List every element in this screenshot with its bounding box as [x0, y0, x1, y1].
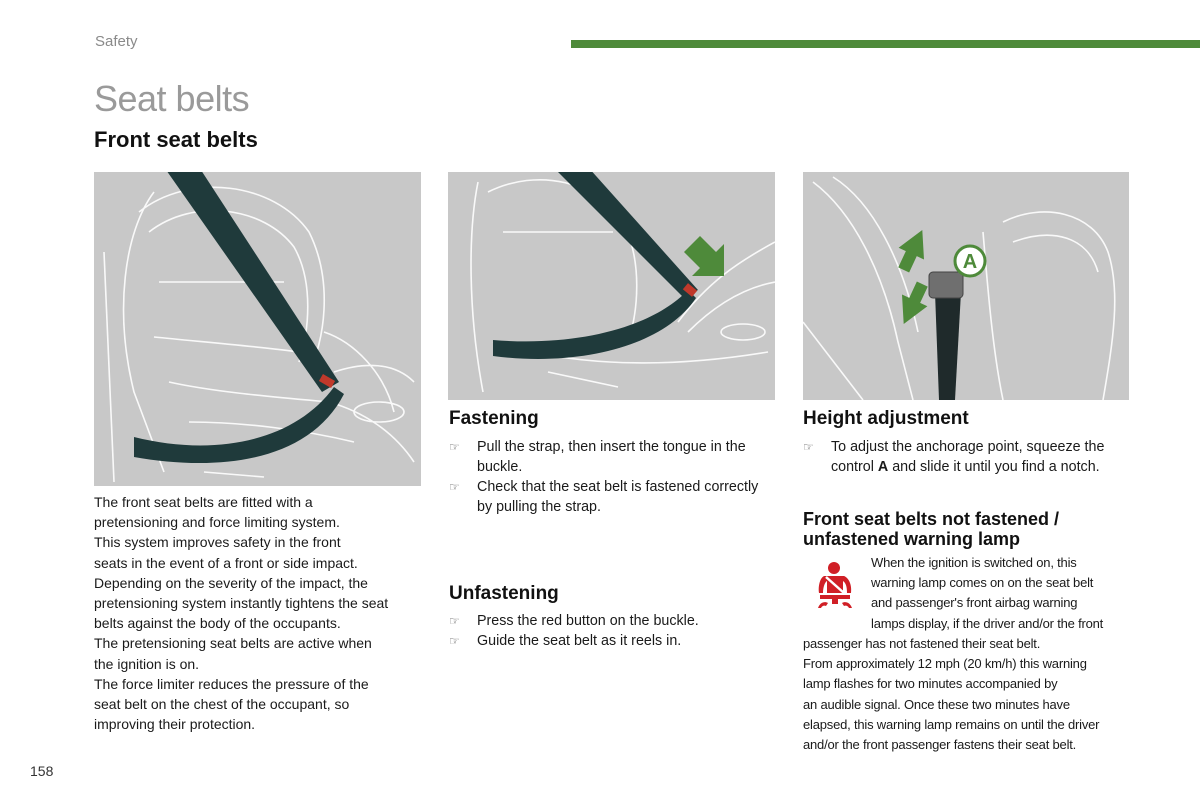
intro-line: pretensioning and force limiting system.	[94, 514, 340, 531]
page-title: Seat belts	[94, 78, 250, 119]
intro-line: This system improves safety in the front	[94, 534, 341, 551]
intro-line: The pretensioning seat belts are active when	[94, 635, 372, 652]
intro-line: improving their protection.	[94, 716, 256, 733]
fastening-illustration	[448, 172, 775, 400]
page-number: 158	[30, 763, 54, 779]
intro-text	[94, 492, 429, 734]
intro-line: seat belt on the chest of the occupant, so	[94, 696, 350, 713]
intro-line: belts against the body of the occupants.	[94, 615, 341, 632]
unfastening-list	[449, 611, 774, 651]
intro-line: Depending on the severity of the impact, the	[94, 574, 368, 591]
intro-line: The front seat belts are fitted with a	[94, 494, 313, 510]
height-adjustment-heading: Height adjustment	[803, 408, 969, 429]
control-a-label: A	[962, 251, 978, 273]
section-label: Safety	[95, 33, 138, 50]
pointing-hand-icon: ☞	[803, 440, 814, 454]
list-item: ☞ Check that the seat belt is fastened correctly by pulling the strap.	[449, 479, 759, 515]
warning-text-beside-icon: When the ignition is switched on, this warning lamp comes on on the seat belt and passenger's front airbag warning lamps display, if the driver and/or the front	[871, 555, 1104, 631]
intro-line: pretensioning system instantly tightens the seat	[94, 595, 389, 612]
control-a-ref: A	[877, 459, 889, 475]
accent-bar	[571, 40, 1200, 48]
fastening-heading: Fastening	[449, 408, 539, 429]
pointing-hand-icon: ☞	[449, 480, 460, 494]
seat-belt-illustration	[94, 172, 421, 486]
height-adjustment-illustration	[803, 172, 1129, 400]
seat-belt-warning-icon	[810, 560, 860, 612]
warning-heading: Front seat belts not fastened / unfastened warning lamp	[803, 509, 1060, 549]
page-subtitle: Front seat belts	[94, 127, 258, 152]
list-item: ☞ Pull the strap, then insert the tongue in the buckle.	[449, 439, 746, 475]
warning-text: passenger has not fastened their seat belt. From approximately 12 mph (20 km/h) this warning lamp flashes for two minutes accompanied by an audible signal. Once these two minutes have elapsed, this warning lamp remains on until the driver and/or the front passenger fastens their seat belt.	[803, 636, 1100, 753]
intro-line: seats in the event of a front or side impact.	[94, 554, 358, 571]
fastening-list	[449, 437, 774, 517]
height-adjustment-list	[803, 437, 1133, 477]
intro-line: The force limiter reduces the pressure of the	[94, 675, 369, 692]
unfastening-heading: Unfastening	[449, 583, 559, 604]
list-item: ☞ Press the red button on the buckle.	[449, 613, 699, 629]
pointing-hand-icon: ☞	[449, 440, 460, 454]
intro-line: the ignition is on.	[94, 655, 200, 672]
pointing-hand-icon: ☞	[449, 634, 460, 648]
list-item: ☞ Guide the seat belt as it reels in.	[449, 633, 682, 649]
list-item: ☞ To adjust the anchorage point, squeeze the control A and slide it until you find a notch.	[803, 439, 1105, 475]
pointing-hand-icon: ☞	[449, 614, 460, 628]
